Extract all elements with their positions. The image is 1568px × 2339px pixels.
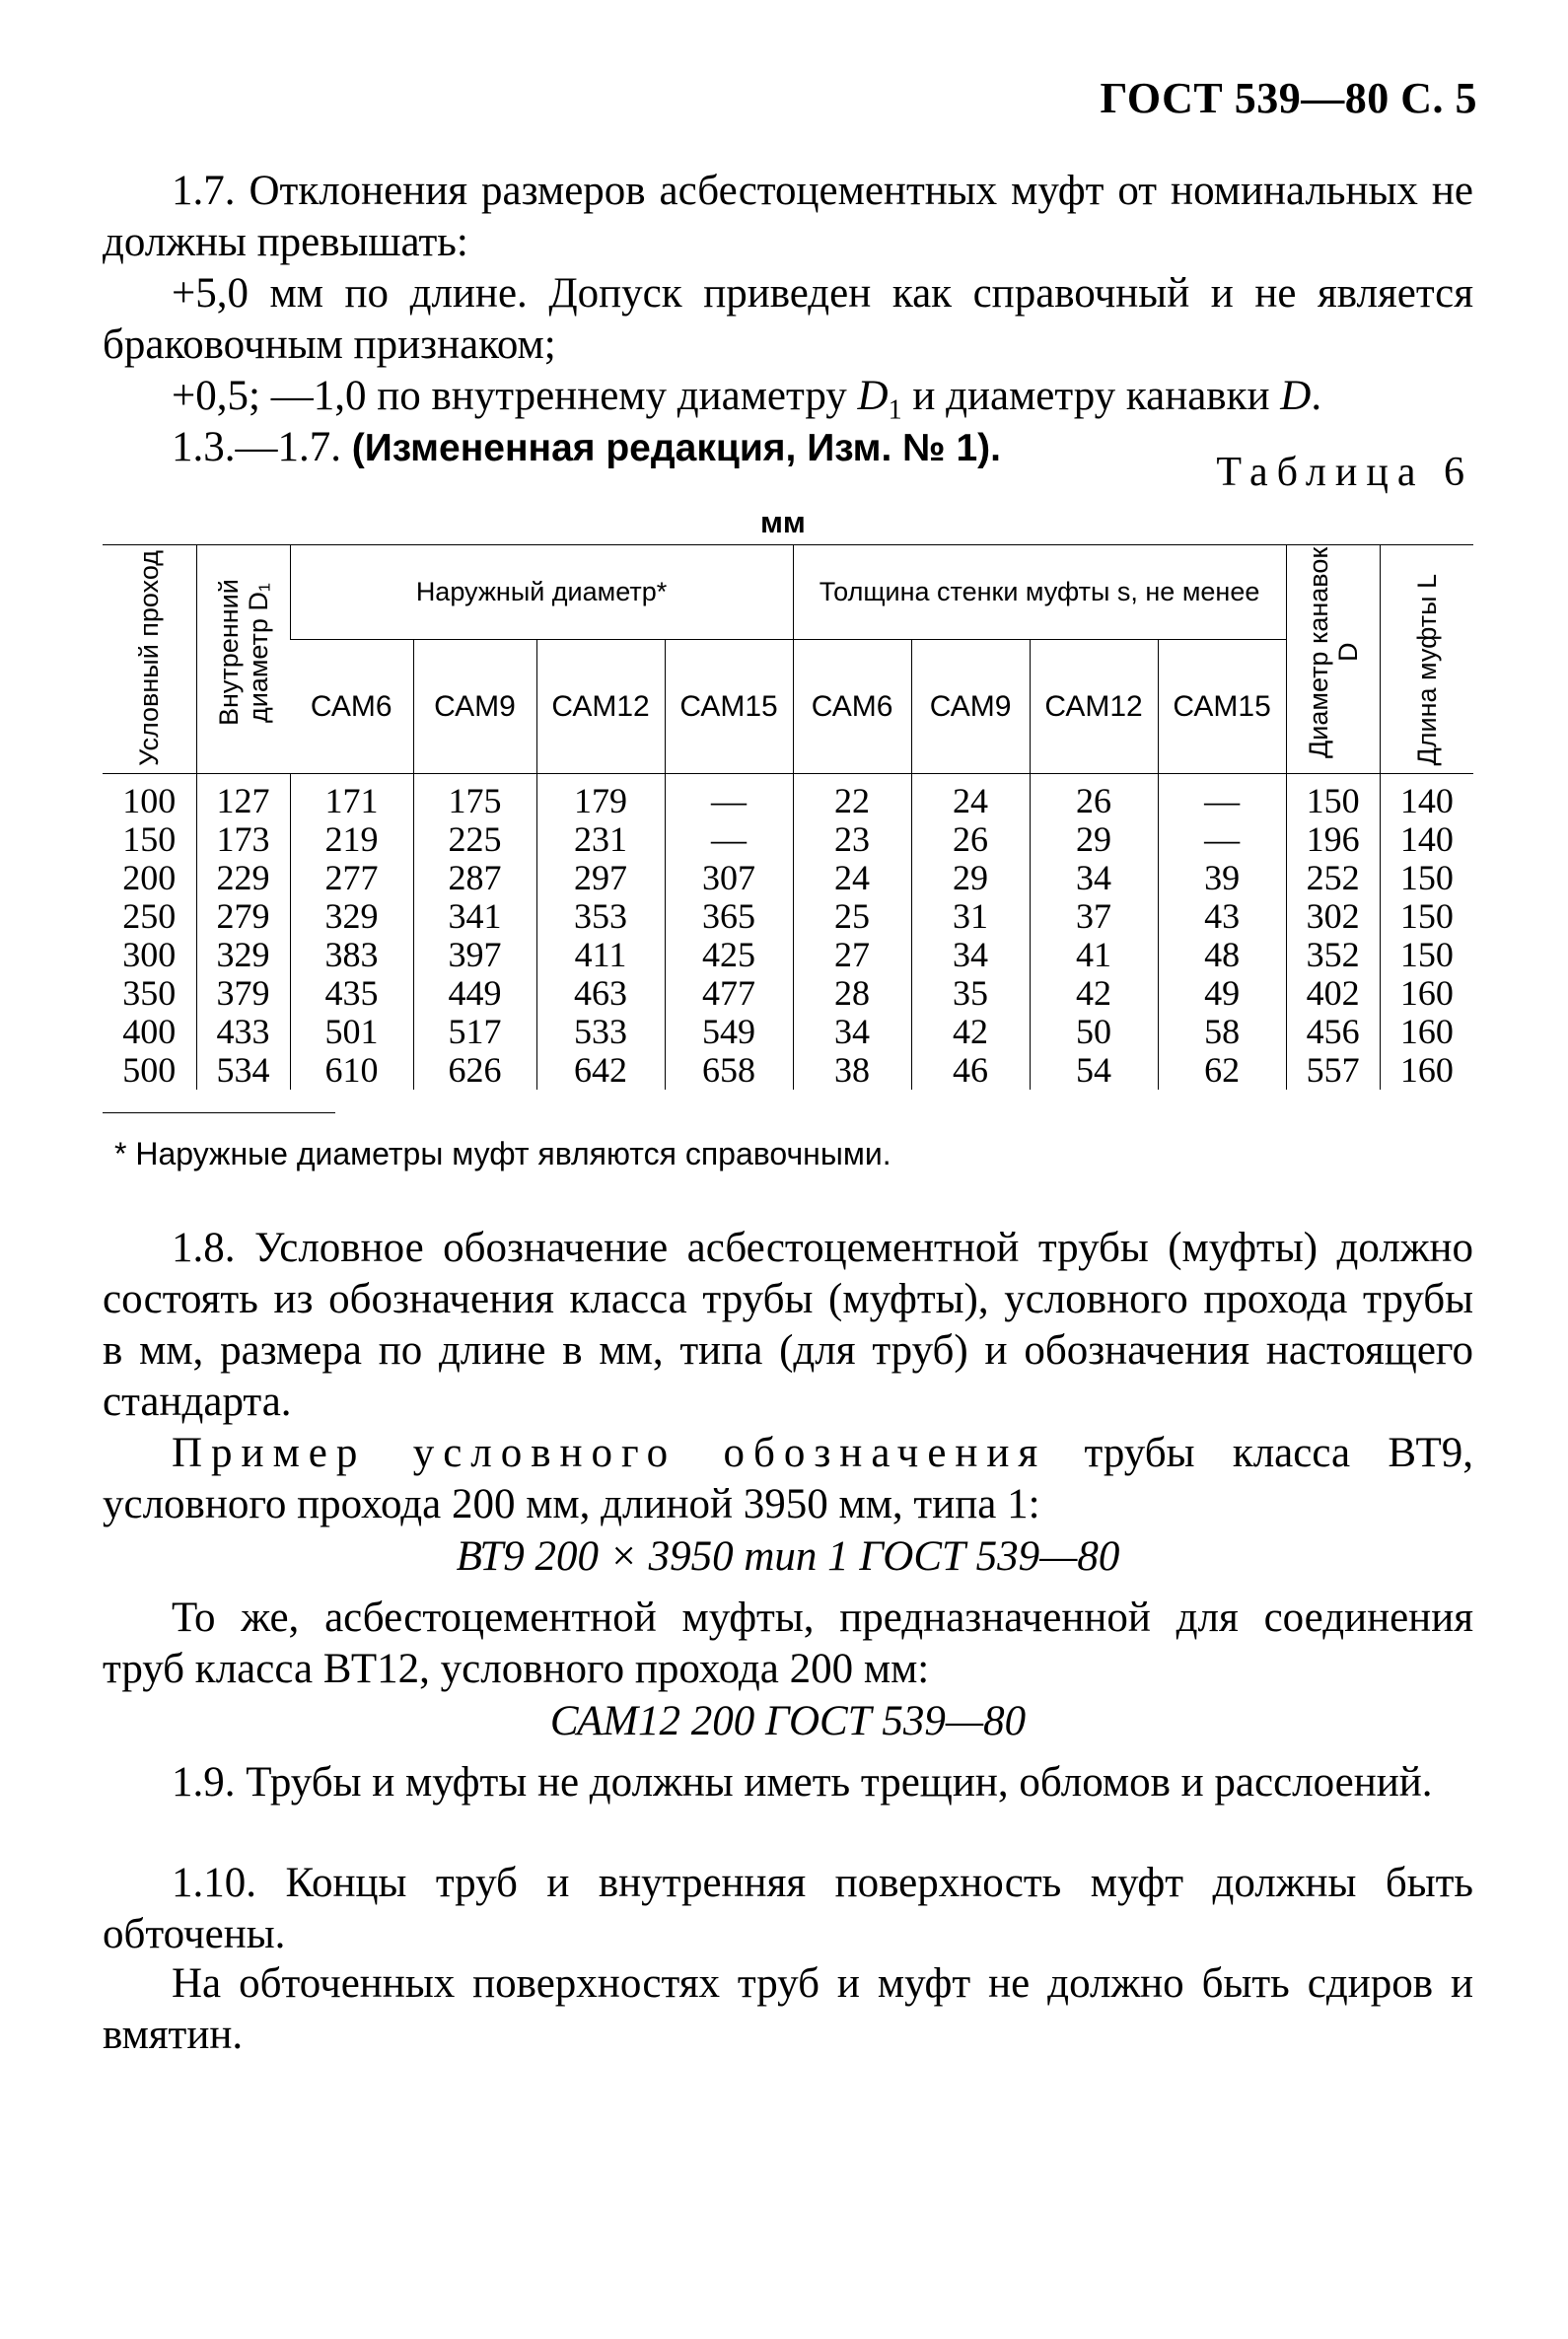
example-rest: трубы класса ВТ9, условного прохода 200 мм, длиной 3950 мм, типа 1: [103, 1430, 1473, 1527]
table-cell: 49 [1158, 974, 1286, 1013]
table-cell: 35 [911, 974, 1030, 1013]
header-inner-diameter [196, 545, 290, 774]
table-row [103, 1013, 1473, 1051]
table-cell: — [665, 774, 793, 821]
header-inner-diameter-text: Внутренний диаметр D₁ [213, 579, 273, 726]
table-cell: 34 [1030, 859, 1158, 897]
table-cell: 27 [793, 936, 911, 974]
table-cell: 477 [665, 974, 793, 1013]
table-cell: 297 [536, 859, 665, 897]
table-cell: 610 [290, 1051, 413, 1090]
table-cell: 46 [911, 1051, 1030, 1090]
table-row [103, 820, 1473, 859]
paragraph-1-7: 1.7. Отклонения размеров асбестоцементных муфт от номинальных не должны превышать: [103, 168, 1473, 265]
paragraph-example-pipe [103, 1428, 1473, 1530]
table-unit: мм [760, 505, 806, 539]
table-cell: 341 [413, 897, 536, 936]
table-cell: 433 [196, 1013, 290, 1051]
header-nominal-bore [103, 545, 196, 774]
table-cell: 26 [1030, 774, 1158, 821]
table-cell: 658 [665, 1051, 793, 1090]
header-class: САМ15 [1158, 640, 1286, 774]
header-nominal-bore-text: Условный проход [134, 550, 165, 766]
header-class: САМ12 [536, 640, 665, 774]
example-coupling-designation: САМ12 200 ГОСТ 539—80 [549, 1698, 1027, 1744]
table-cell: 23 [793, 820, 911, 859]
table-footnote: * Наружные диаметры муфт являются справочными. [114, 1136, 891, 1171]
table-cell: 411 [536, 936, 665, 974]
table-cell: 517 [413, 1013, 536, 1051]
coupling-dimensions-table [103, 544, 1473, 1090]
table-row [103, 936, 1473, 974]
diameter-text-end: . [1311, 373, 1322, 419]
table-body [103, 774, 1473, 1091]
table-cell: 29 [1030, 820, 1158, 859]
table-cell: — [1158, 820, 1286, 859]
table-cell: 352 [1286, 936, 1380, 974]
table-cell: 34 [911, 936, 1030, 974]
diameter-text-mid: и диаметру канавки [901, 373, 1281, 419]
header-class: САМ15 [665, 640, 793, 774]
table-cell: 150 [1380, 936, 1473, 974]
table-cell: 41 [1030, 936, 1158, 974]
table-cell: 24 [793, 859, 911, 897]
header-class: САМ9 [413, 640, 536, 774]
footnote-rule [103, 1112, 335, 1113]
table-cell: 100 [122, 781, 177, 820]
var-d1: D [857, 373, 889, 419]
paragraph-same-coupling: То же, асбестоцементной муфты, предназначенной для соединения труб класса ВТ12, условного прохода 200 мм: [103, 1595, 1473, 1692]
example-lead: Пример условного обозначения [172, 1430, 1047, 1476]
table-cell: 42 [1030, 974, 1158, 1013]
table-cell: 449 [413, 974, 536, 1013]
paragraph-length-tolerance: +5,0 мм по длине. Допуск приведен как справочный и не является браковочным признаком; [103, 270, 1473, 368]
table-cell: 435 [290, 974, 413, 1013]
table-row [103, 897, 1473, 936]
table-cell: 50 [1030, 1013, 1158, 1051]
paragraph-1-10: 1.10. Концы труб и внутренняя поверхность муфт должны быть обточены. [103, 1860, 1473, 1957]
table-cell: 175 [413, 774, 536, 821]
table-cell: 31 [911, 897, 1030, 936]
table-cell: 300 [122, 935, 177, 974]
table-cell: 501 [290, 1013, 413, 1051]
header-wall-thickness: Толщина стенки муфты s, не менее [793, 545, 1286, 640]
table-cell: 58 [1158, 1013, 1286, 1051]
header-groove-diameter-text: Диаметр канавок D [1303, 546, 1363, 758]
table-cell: 277 [290, 859, 413, 897]
table-cell: 383 [290, 936, 413, 974]
table-cell: 365 [665, 897, 793, 936]
table-cell: 353 [536, 897, 665, 936]
header-class: САМ6 [290, 640, 413, 774]
table-row [103, 774, 1473, 821]
table-cell: 150 [1380, 897, 1473, 936]
table-cell: 127 [196, 774, 290, 821]
table-cell: 43 [1158, 897, 1286, 936]
table-cell: 329 [196, 936, 290, 974]
table-cell: 24 [911, 774, 1030, 821]
var-d1-subscript: 1 [888, 394, 902, 426]
table-cell: 54 [1030, 1051, 1158, 1090]
table-cell: 200 [122, 858, 177, 897]
header-length-text: Длина муфты L [1411, 574, 1442, 766]
page-header: ГОСТ 539—80 С. 5 [1100, 74, 1477, 122]
table-cell: 140 [1380, 820, 1473, 859]
table-cell: 533 [536, 1013, 665, 1051]
amendment-bold: (Измененная редакция, Изм. № 1). [351, 427, 1002, 469]
table-row [103, 1051, 1473, 1090]
table-cell: 549 [665, 1013, 793, 1051]
table-cell: 160 [1380, 1051, 1473, 1090]
example-pipe-designation: ВТ9 200 × 3950 тип 1 ГОСТ 539—80 [456, 1533, 1120, 1580]
amendment-ref: 1.3.—1.7. [172, 424, 352, 470]
table-cell: 150 [1380, 859, 1473, 897]
table-cell: 456 [1286, 1013, 1380, 1051]
table-cell: 402 [1286, 974, 1380, 1013]
table-cell: 287 [413, 859, 536, 897]
table-cell: 557 [1286, 1051, 1380, 1090]
table-cell: 42 [911, 1013, 1030, 1051]
table-cell: 26 [911, 820, 1030, 859]
table-cell: 48 [1158, 936, 1286, 974]
table-cell: 534 [196, 1051, 290, 1090]
table-cell: 400 [122, 1012, 177, 1051]
table-label: Таблица 6 [1216, 450, 1473, 495]
table-cell: 379 [196, 974, 290, 1013]
table-cell: 626 [413, 1051, 536, 1090]
table-cell: 279 [196, 897, 290, 936]
table-cell: 37 [1030, 897, 1158, 936]
var-d: D [1280, 373, 1312, 419]
table-cell: 302 [1286, 897, 1380, 936]
table-cell: 463 [536, 974, 665, 1013]
table-cell: 196 [1286, 820, 1380, 859]
header-groove-diameter [1286, 545, 1380, 774]
table-cell: 219 [290, 820, 413, 859]
table-cell: 160 [1380, 974, 1473, 1013]
table-cell: 22 [793, 774, 911, 821]
paragraph-1-9: 1.9. Трубы и муфты не должны иметь трещин, обломов и расслоений. [172, 1759, 1433, 1806]
table-cell: 62 [1158, 1051, 1286, 1090]
table-cell: 229 [196, 859, 290, 897]
table-cell: 173 [196, 820, 290, 859]
table-cell: 500 [122, 1050, 177, 1090]
table-cell: 38 [793, 1051, 911, 1090]
table-row [103, 974, 1473, 1013]
table-cell: 307 [665, 859, 793, 897]
table-cell: 231 [536, 820, 665, 859]
table-cell: 140 [1380, 774, 1473, 821]
table-cell: 150 [1286, 774, 1380, 821]
table-cell: 225 [413, 820, 536, 859]
table-cell: 397 [413, 936, 536, 974]
paragraph-1-8: 1.8. Условное обозначение асбестоцементной трубы (муфты) должно состоять из обозначения класса трубы (муфты), условного прохода трубы в мм, размера по длине в мм, типа (для труб) и обозначения настоящего стандарта. [103, 1225, 1473, 1425]
table-cell: 329 [290, 897, 413, 936]
table-cell: 150 [122, 819, 177, 859]
table-cell: 25 [793, 897, 911, 936]
table-cell: 425 [665, 936, 793, 974]
table-cell: 29 [911, 859, 1030, 897]
header-length [1380, 545, 1473, 774]
table-cell: 160 [1380, 1013, 1473, 1051]
table-cell: 250 [122, 896, 177, 936]
header-class: САМ6 [793, 640, 911, 774]
table-cell: 350 [122, 973, 177, 1013]
table-cell: 39 [1158, 859, 1286, 897]
table-cell: 642 [536, 1051, 665, 1090]
table-cell: 34 [793, 1013, 911, 1051]
table-cell: 171 [290, 774, 413, 821]
table-cell: 179 [536, 774, 665, 821]
header-class: САМ12 [1030, 640, 1158, 774]
table-cell: — [1158, 774, 1286, 821]
table-row [103, 859, 1473, 897]
table-cell: 252 [1286, 859, 1380, 897]
table-cell: — [665, 820, 793, 859]
header-outer-diameter: Наружный диаметр* [290, 545, 793, 640]
header-class: САМ9 [911, 640, 1030, 774]
paragraph-surfaces: На обточенных поверхностях труб и муфт не должно быть сдиров и вмятин. [103, 1960, 1473, 2058]
diameter-text-start: +0,5; —1,0 по внутреннему диаметру [172, 373, 858, 419]
table-cell: 28 [793, 974, 911, 1013]
